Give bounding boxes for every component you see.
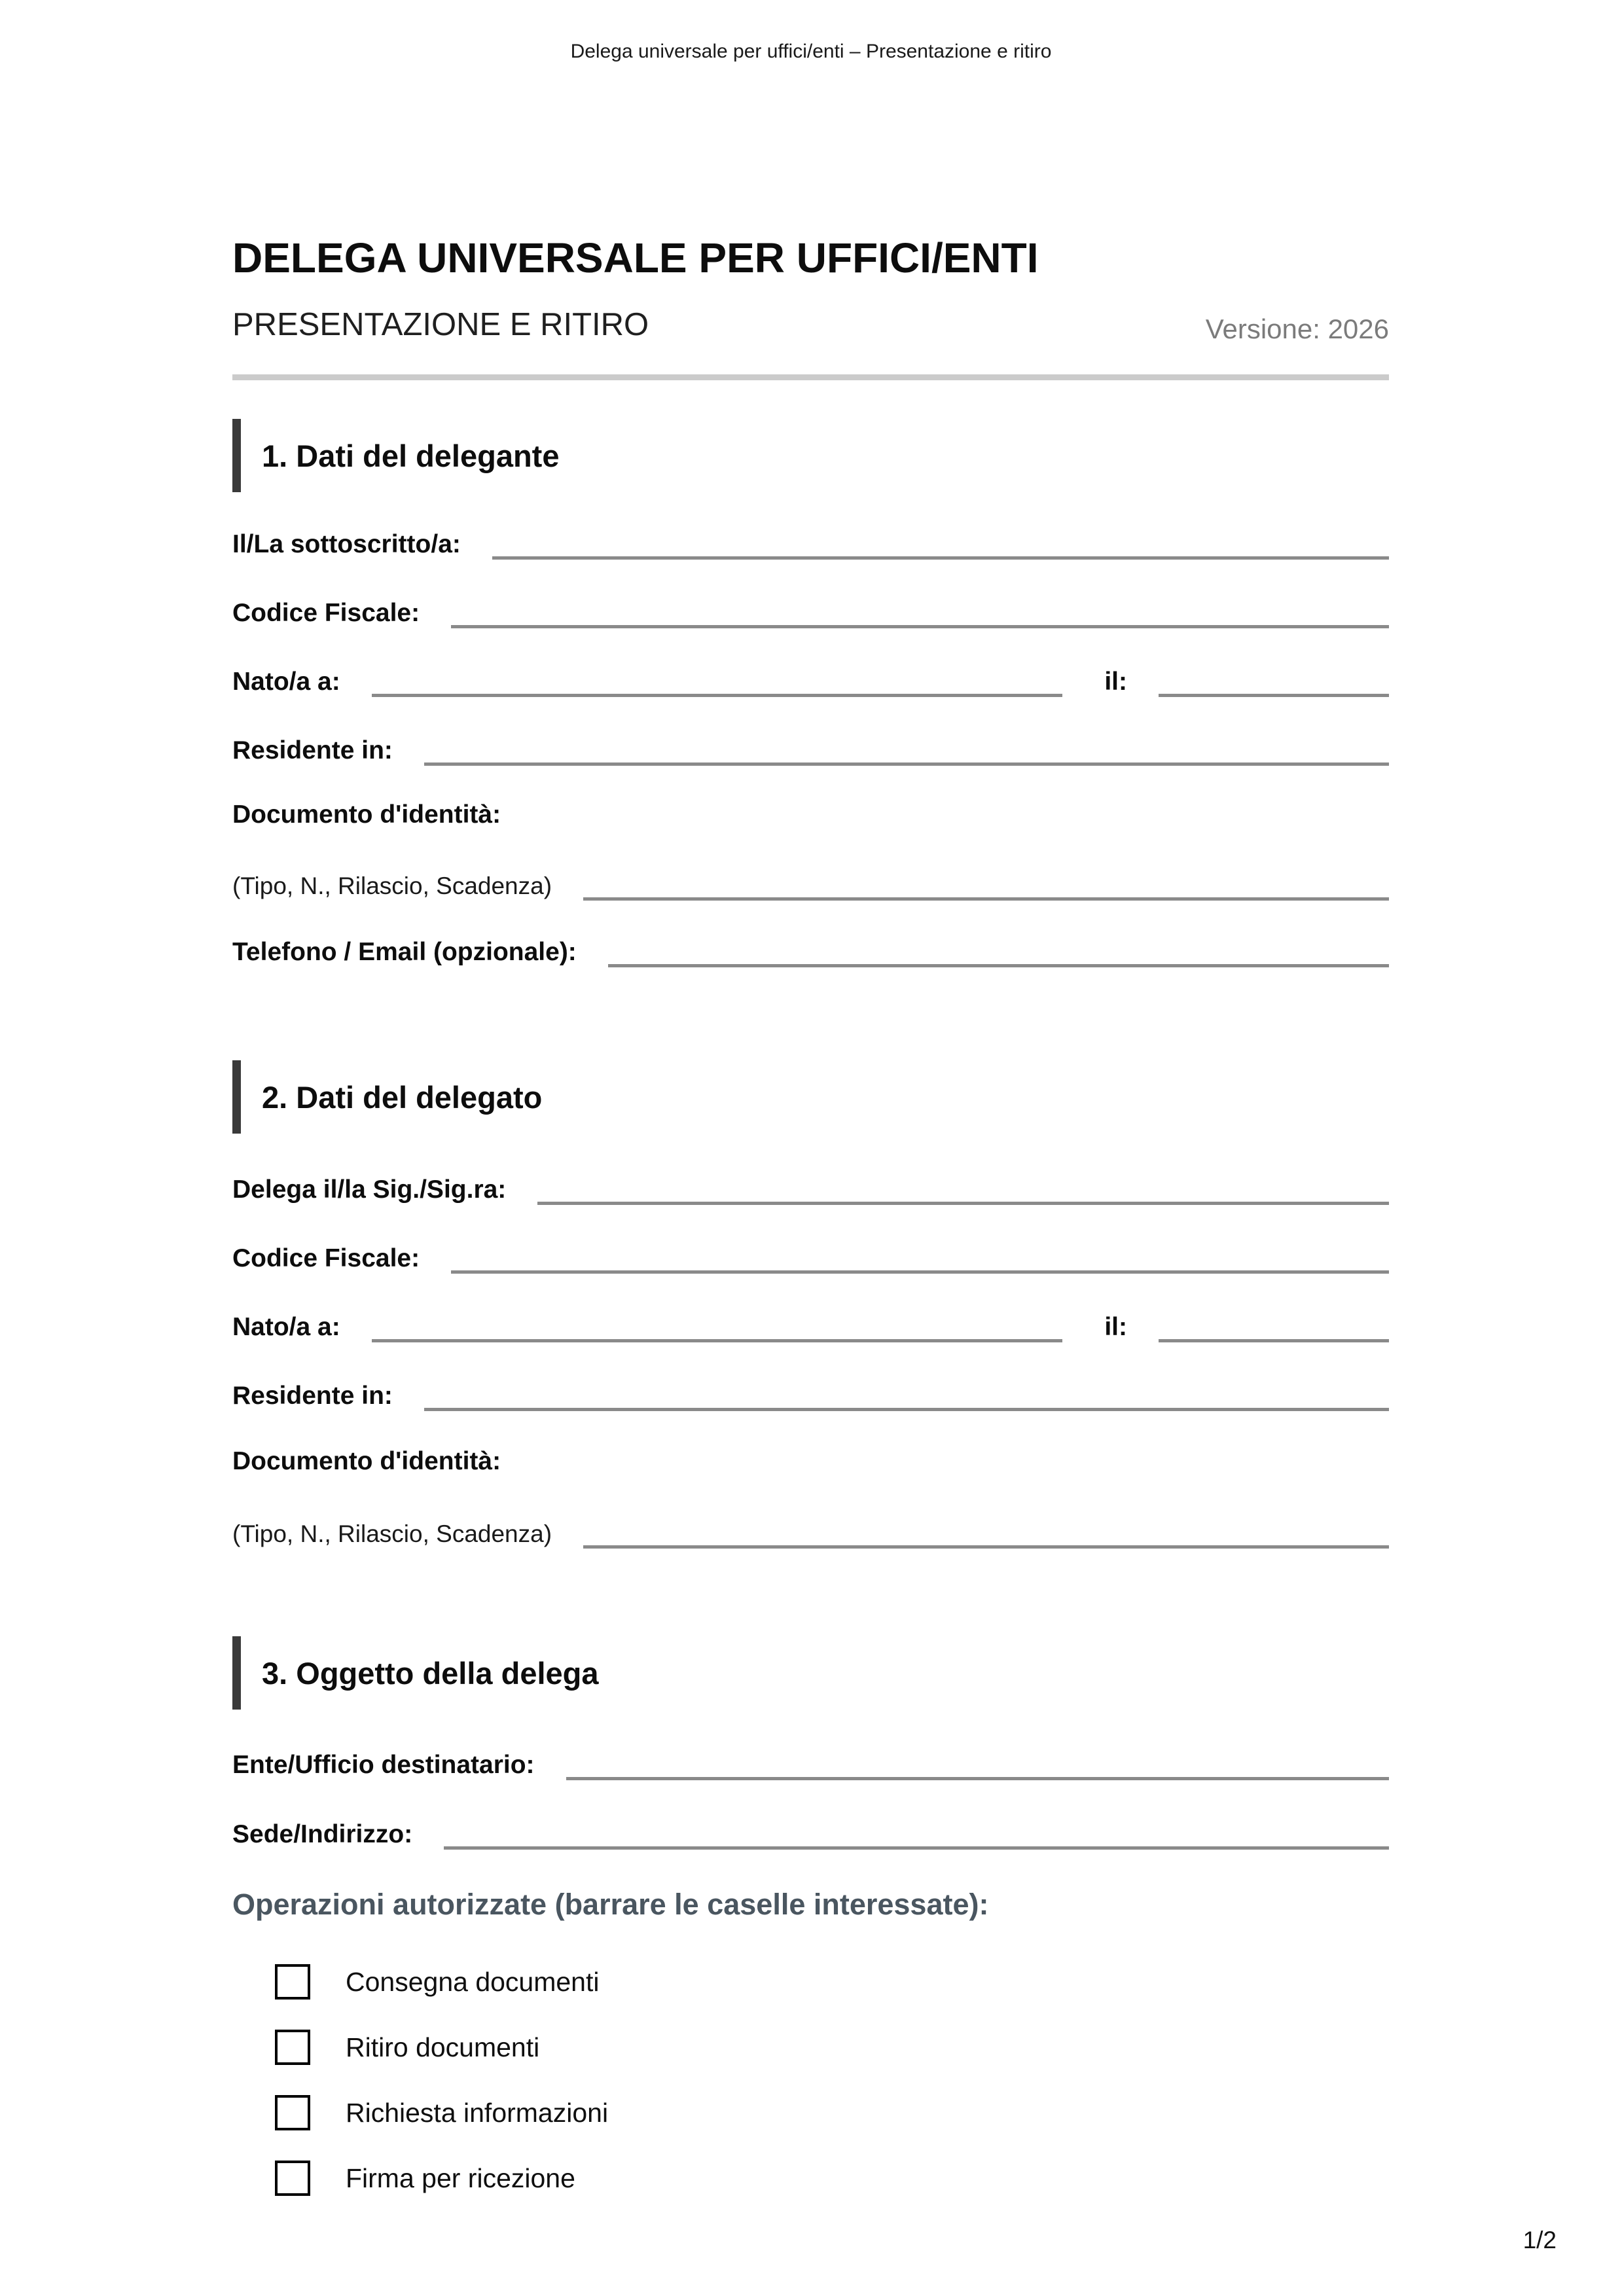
operations-heading: Operazioni autorizzate (barrare le caselle interessate): [232,1888,989,1921]
field-row-documento-2 [232,1439,1389,1477]
field-label-tipo: (Tipo, N., Rilascio, Scadenza) [232,872,552,900]
section-bar [232,419,241,492]
checkbox-firma[interactable] [275,2161,310,2196]
section-2-title: 2. Dati del delegato [262,1079,543,1115]
field-row-nato-1 [232,659,1389,697]
field-row-codice-fiscale-2 [232,1236,1389,1274]
field-label-codice-fiscale: Codice Fiscale: [232,1244,420,1273]
fill-line-delega-sig[interactable] [537,1167,1389,1205]
field-row-documento-1 [232,792,1389,830]
fill-line-nato-data-1[interactable] [1159,659,1389,697]
fill-line-nato-data-2[interactable] [1159,1304,1389,1342]
field-row-delega-sig [232,1167,1389,1205]
section-1-heading [232,419,559,492]
section-3-heading [232,1636,599,1710]
checkbox-label-ritiro: Ritiro documenti [346,2032,540,2062]
checkbox-consegna[interactable] [275,1964,310,2000]
section-3-title: 3. Oggetto della delega [262,1655,599,1691]
page-number: 1/2 [1523,2227,1557,2253]
fill-line-residente-1[interactable] [424,728,1389,766]
field-label-documento: Documento d'identità: [232,1447,501,1476]
field-label-residente: Residente in: [232,1382,393,1410]
fill-line-sottoscritto[interactable] [492,522,1389,560]
field-row-codice-fiscale-1 [232,590,1389,628]
checkbox-row-ritiro [275,2029,539,2066]
field-label-sottoscritto: Il/La sottoscritto/a: [232,530,461,559]
checkbox-richiesta[interactable] [275,2095,310,2130]
field-row-nato-2 [232,1304,1389,1342]
checkbox-row-firma [275,2160,575,2197]
field-row-tipo-1 [232,863,1389,901]
field-label-residente: Residente in: [232,736,393,765]
checkbox-label-richiesta: Richiesta informazioni [346,2097,609,2128]
field-row-ente [232,1742,1389,1780]
page-header: Delega universale per uffici/enti – Presentazione e ritiro [570,41,1052,62]
field-row-telefono [232,929,1389,967]
field-row-residente-1 [232,728,1389,766]
title-divider [232,374,1389,380]
field-label-codice-fiscale: Codice Fiscale: [232,599,420,628]
fill-line-tipo-2[interactable] [583,1511,1389,1549]
field-label-delega-sig: Delega il/la Sig./Sig.ra: [232,1175,507,1204]
field-label-telefono: Telefono / Email (opzionale): [232,938,577,967]
form-subtitle: PRESENTAZIONE E RITIRO [232,307,649,342]
checkbox-label-firma: Firma per ricezione [346,2162,575,2193]
field-label-sede: Sede/Indirizzo: [232,1820,413,1849]
version-label: Versione: 2026 [1205,314,1389,344]
field-row-tipo-2 [232,1511,1389,1549]
section-1-title: 1. Dati del delegante [262,438,560,473]
fill-line-codice-fiscale-1[interactable] [451,590,1389,628]
fill-line-sede[interactable] [444,1812,1389,1850]
checkbox-label-consegna: Consegna documenti [346,1966,600,1997]
field-label-nato: Nato/a a: [232,1313,340,1342]
field-label-il: il: [1104,1313,1127,1342]
field-row-sede [232,1812,1389,1850]
checkbox-row-consegna [275,1964,599,2000]
fill-line-tipo-1[interactable] [583,863,1389,901]
field-row-sottoscritto [232,522,1389,560]
form-title: DELEGA UNIVERSALE PER UFFICI/ENTI [232,234,1039,281]
fill-line-telefono[interactable] [608,929,1389,967]
field-label-nato: Nato/a a: [232,668,340,696]
checkbox-row-richiesta [275,2094,608,2131]
field-row-residente-2 [232,1373,1389,1411]
field-label-documento: Documento d'identità: [232,800,501,829]
field-label-ente: Ente/Ufficio destinatario: [232,1751,535,1780]
checkbox-ritiro[interactable] [275,2030,310,2065]
section-bar [232,1060,241,1134]
fill-line-codice-fiscale-2[interactable] [451,1236,1389,1274]
fill-line-residente-2[interactable] [424,1373,1389,1411]
section-2-heading [232,1060,542,1134]
fill-line-nato-luogo-2[interactable] [372,1304,1063,1342]
fill-line-ente[interactable] [566,1742,1389,1780]
section-bar [232,1636,241,1710]
field-label-tipo: (Tipo, N., Rilascio, Scadenza) [232,1520,552,1548]
fill-line-nato-luogo-1[interactable] [372,659,1063,697]
field-label-il: il: [1104,668,1127,696]
